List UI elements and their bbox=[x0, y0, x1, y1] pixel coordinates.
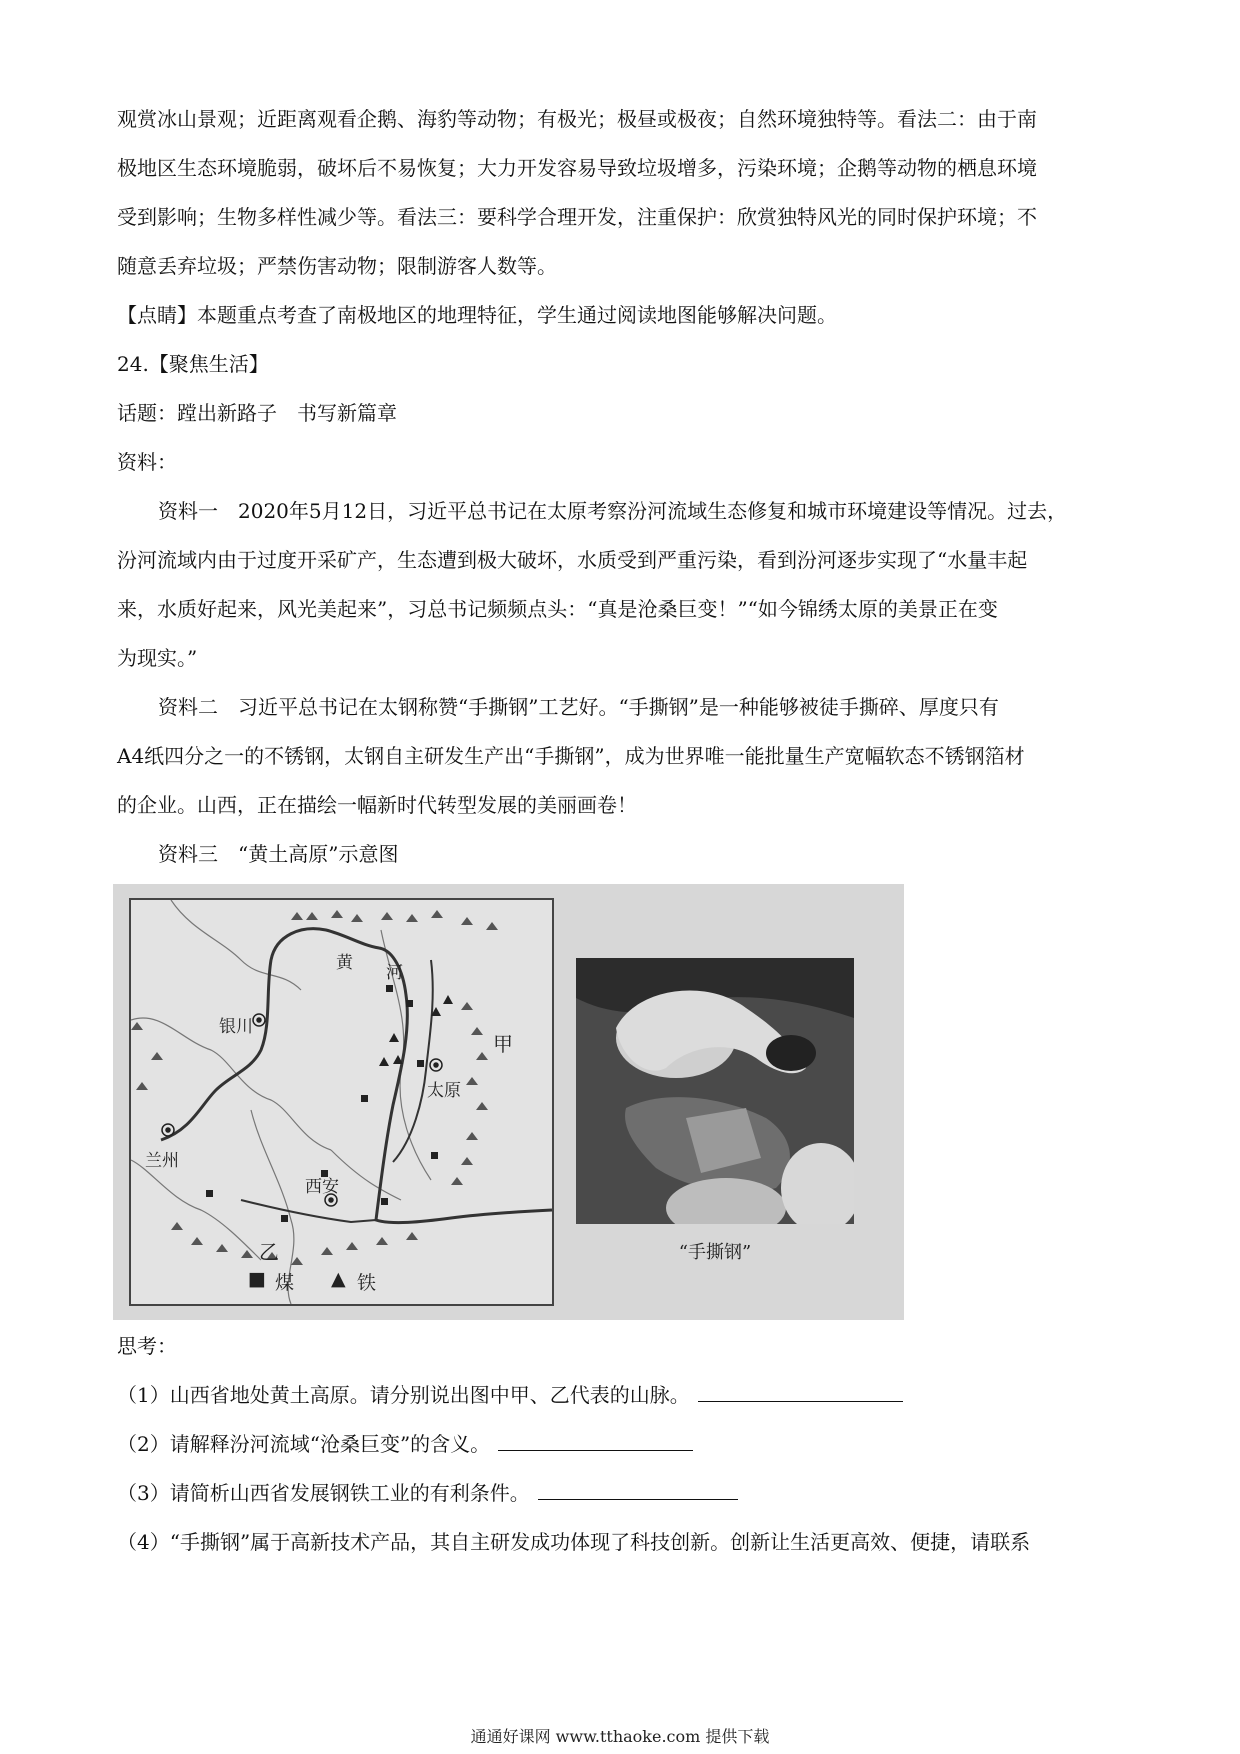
topic-line: 话题：蹚出新路子 书写新篇章 bbox=[117, 401, 397, 425]
tip-line: 【点睛】本题重点考查了南极地区的地理特征，学生通过阅读地图能够解决问题。 bbox=[117, 303, 837, 327]
think-label: 思考： bbox=[117, 1334, 177, 1358]
question-4: （4）“手撕钢”属于高新技术产品，其自主研发成功体现了科技创新。创新让生活更高效、便捷，请联系 bbox=[117, 1530, 1031, 1554]
answer-blank-2[interactable] bbox=[498, 1430, 693, 1451]
map-label-taiyuan: 太原 bbox=[427, 1081, 461, 1101]
question-2 bbox=[117, 1429, 1127, 1459]
legend-iron-symbol: ▲ bbox=[331, 1268, 346, 1290]
map-label-xian: 西安 bbox=[305, 1177, 339, 1197]
legend-coal-symbol: ■ bbox=[248, 1268, 266, 1290]
question-3-text: （3）请简析山西省发展钢铁工业的有利条件。 bbox=[117, 1481, 530, 1505]
materials-label: 资料： bbox=[117, 450, 177, 474]
question-1 bbox=[117, 1380, 1127, 1410]
question-title: 24.【聚焦生活】 bbox=[117, 352, 269, 376]
wei-river bbox=[241, 1200, 376, 1222]
answer-blank-3[interactable] bbox=[538, 1479, 738, 1500]
material-one-line: 为现实。” bbox=[117, 646, 198, 670]
city-markers bbox=[162, 1014, 442, 1206]
question-2-text: （2）请解释汾河流域“沧桑巨变”的含义。 bbox=[117, 1432, 491, 1456]
page-footer: 通通好课网 www.tthaoke.com 提供下载 bbox=[470, 1727, 770, 1746]
legend-iron-label: 铁 bbox=[357, 1272, 377, 1294]
paragraph-line: 随意丢弃垃圾；严禁伤害动物；限制游客人数等。 bbox=[117, 254, 557, 278]
iron-deposits bbox=[379, 995, 453, 1066]
material-one-line: 资料一 2020年5月12日，习近平总书记在太原考察汾河流域生态修复和城市环境建设等情况。过去， bbox=[158, 499, 1068, 523]
paragraph-line: 受到影响；生物多样性减少等。看法三：要科学合理开发，注重保护：欣赏独特风光的同时保护环境；不 bbox=[117, 205, 1037, 229]
map-label-jia: 甲 bbox=[493, 1032, 513, 1056]
material-two-line: 资料二 习近平总书记在太钢称赞“手撕钢”工艺好。“手撕钢”是一种能够被徒手撕碎、厚度只有 bbox=[158, 695, 999, 719]
answer-blank-1[interactable] bbox=[698, 1381, 903, 1402]
map-label-lanzhou: 兰州 bbox=[145, 1151, 179, 1171]
yellow-river bbox=[161, 929, 552, 1223]
material-two-line: 的企业。山西，正在描绘一幅新时代转型发展的美丽画卷！ bbox=[117, 793, 637, 817]
material-two-line: A4纸四分之一的不锈钢，太钢自主研发生产出“手撕钢”，成为世界唯一能批量生产宽幅软态不锈钢箔材 bbox=[117, 744, 1025, 768]
paragraph-line: 极地区生态环境脆弱，破坏后不易恢复；大力开发容易导致垃圾增多，污染环境；企鹅等动物的栖息环境 bbox=[117, 156, 1037, 180]
material-three-line: 资料三 “黄土高原”示意图 bbox=[158, 842, 399, 866]
hand-torn-steel-photo bbox=[576, 958, 854, 1224]
paragraph-line: 观赏冰山景观；近距离观看企鹅、海豹等动物；有极光；极昼或极夜；自然环境独特等。看法二：由于南 bbox=[117, 107, 1037, 131]
photo-drawing bbox=[576, 958, 854, 1224]
map-label-yellow: 黄 bbox=[336, 953, 353, 973]
legend-coal-label: 煤 bbox=[275, 1272, 295, 1294]
map-label-yinchuan: 银川 bbox=[219, 1017, 253, 1037]
loess-plateau-figure bbox=[113, 884, 904, 1320]
material-one-line: 来，水质好起来，风光美起来”，习总书记频频点头：“真是沧桑巨变！”“如今锦绣太原的美景正在变 bbox=[117, 597, 998, 621]
material-one-line: 汾河流域内由于过度开采矿产，生态遭到极大破坏，水质受到严重污染，看到汾河逐步实现了“水量丰起 bbox=[117, 548, 1028, 572]
question-1-text: （1）山西省地处黄土高原。请分别说出图中甲、乙代表的山脉。 bbox=[117, 1383, 690, 1407]
map-label-river: 河 bbox=[386, 963, 403, 983]
photo-caption: “手撕钢” bbox=[678, 1242, 752, 1263]
loess-plateau-map bbox=[129, 898, 554, 1306]
question-3 bbox=[117, 1478, 1127, 1508]
map-label-yi: 乙 bbox=[259, 1240, 279, 1264]
